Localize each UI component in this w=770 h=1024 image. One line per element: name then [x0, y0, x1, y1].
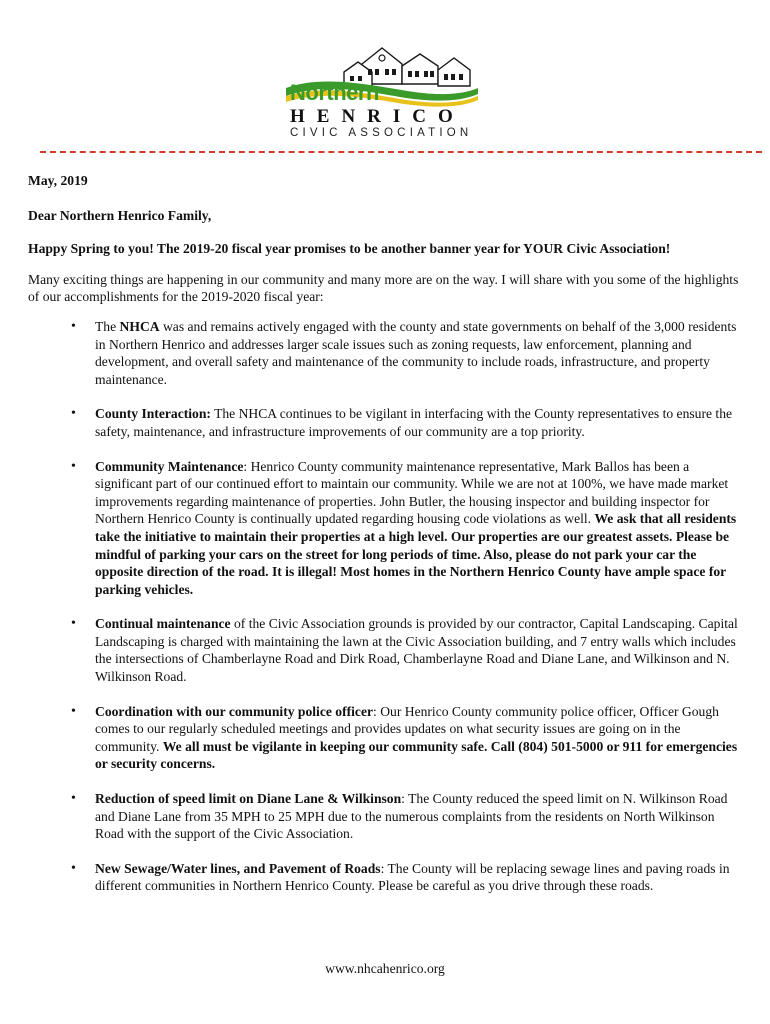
letter-lead: Happy Spring to you! The 2019-20 fiscal year promises to be another banner year for YOUR Civic Association! [28, 241, 671, 257]
footer-website-link[interactable]: www.nhcahenrico.org [325, 961, 445, 976]
bullet-icon: • [71, 318, 76, 334]
item-heading: County Interaction: [95, 406, 211, 422]
item-emphasis: We all must be vigilante in keeping our community safe. Call (804) 501-5000 or 911 for emergencies or security concerns. [95, 738, 738, 772]
header-divider [40, 151, 762, 153]
bullet-icon: • [71, 703, 76, 719]
list-item [28, 318, 748, 388]
bullet-icon: • [71, 458, 76, 474]
item-text: : Henrico County community maintenance representative, Mark Ballos has been a significant part of our continued effort to maintain our community. While we are not at 100%, we have made market improvements regarding maintenance of properties. John Butler, the housing inspector and building inspector for Northern Henrico County is continually updated regarding housing code violations as well. [95, 458, 729, 527]
item-text: was and remains actively engaged with the county and state governments on behalf of the 3,000 residents in Northern Henrico and addresses larger scale issues such as zoning requests, law enforcement, planning and development, and overall safety and maintenance of the community to include roads, infrastructure, and property maintenance. [95, 318, 737, 387]
accomplishments-list [28, 318, 748, 895]
item-text: : Our Henrico County community police officer, Officer Gough comes to our regularly scheduled meetings and provides updates on what security issues are going on in the community. [95, 703, 719, 754]
bullet-icon: • [71, 406, 76, 422]
logo-henrico-text: HENRICO [290, 106, 465, 127]
item-text: of the Civic Association grounds is provided by our contractor, Capital Landscaping. Capital Landscaping is charged with maintaining the lawn at the Civic Association building, and 7 entry walls which includes the intersections of Chamberlayne Road and Dirk Road, Chamberlayne Road and Diane Lane, and Wilkinson and N. Wilkinson Road. [95, 616, 738, 685]
letter-intro: Many exciting things are happening in our community and many more are on the way. I will share with you some of the highlights of our accomplishments for the 2019-2020 fiscal year: [28, 271, 739, 305]
letter-body [28, 172, 748, 912]
logo-civic-association-text: CIVIC ASSOCIATION [290, 127, 473, 139]
item-text: The NHCA continues to be vigilant in interfacing with the County representatives to ensure the safety, maintenance, and infrastructure improvements of our community are a top priority. [95, 406, 733, 439]
list-item [28, 703, 748, 773]
bullet-icon: • [71, 860, 76, 876]
item-text: : The County will be replacing sewage lines and paving roads in different communities in Northern Henrico County. Please be careful as you drive through these roads. [95, 860, 730, 894]
list-item [28, 405, 748, 440]
list-item [28, 860, 748, 895]
bullet-icon: • [71, 791, 76, 807]
item-pre: The [95, 318, 120, 334]
item-heading: NHCA [119, 318, 160, 334]
item-heading: Community Maintenance [95, 458, 244, 474]
list-item [28, 615, 748, 685]
logo-northern-text: Northern [290, 80, 379, 105]
item-text: : The County reduced the speed limit on N. Wilkinson Road and Diane Lane from 35 MPH to 25 MPH due to the numerous complaints from the residents on North Wilkinson Road with the support of the Civic Association. [95, 791, 728, 842]
item-heading: New Sewage/Water lines, and Pavement of Roads [95, 860, 381, 876]
list-item [28, 790, 748, 843]
bullet-icon: • [71, 616, 76, 632]
item-emphasis: We ask that all residents take the initiative to maintain their properties at a high level. Our properties are our greatest assets. Please be mindful of parking your cars on the street for long periods of time. Also, please do not park your car the opposite direction of the road. It is illegal! Most homes in the Northern Henrico County have ample space for parking vehicles. [95, 511, 737, 597]
item-heading: Continual maintenance [95, 616, 231, 632]
item-heading: Reduction of speed limit on Diane Lane & Wilkinson [95, 791, 402, 807]
item-heading: Coordination with our community police officer [95, 703, 374, 719]
nhca-logo [284, 44, 480, 140]
letter-date: May, 2019 [28, 173, 88, 188]
list-item [28, 458, 748, 599]
letter-greeting: Dear Northern Henrico Family, [28, 207, 212, 223]
